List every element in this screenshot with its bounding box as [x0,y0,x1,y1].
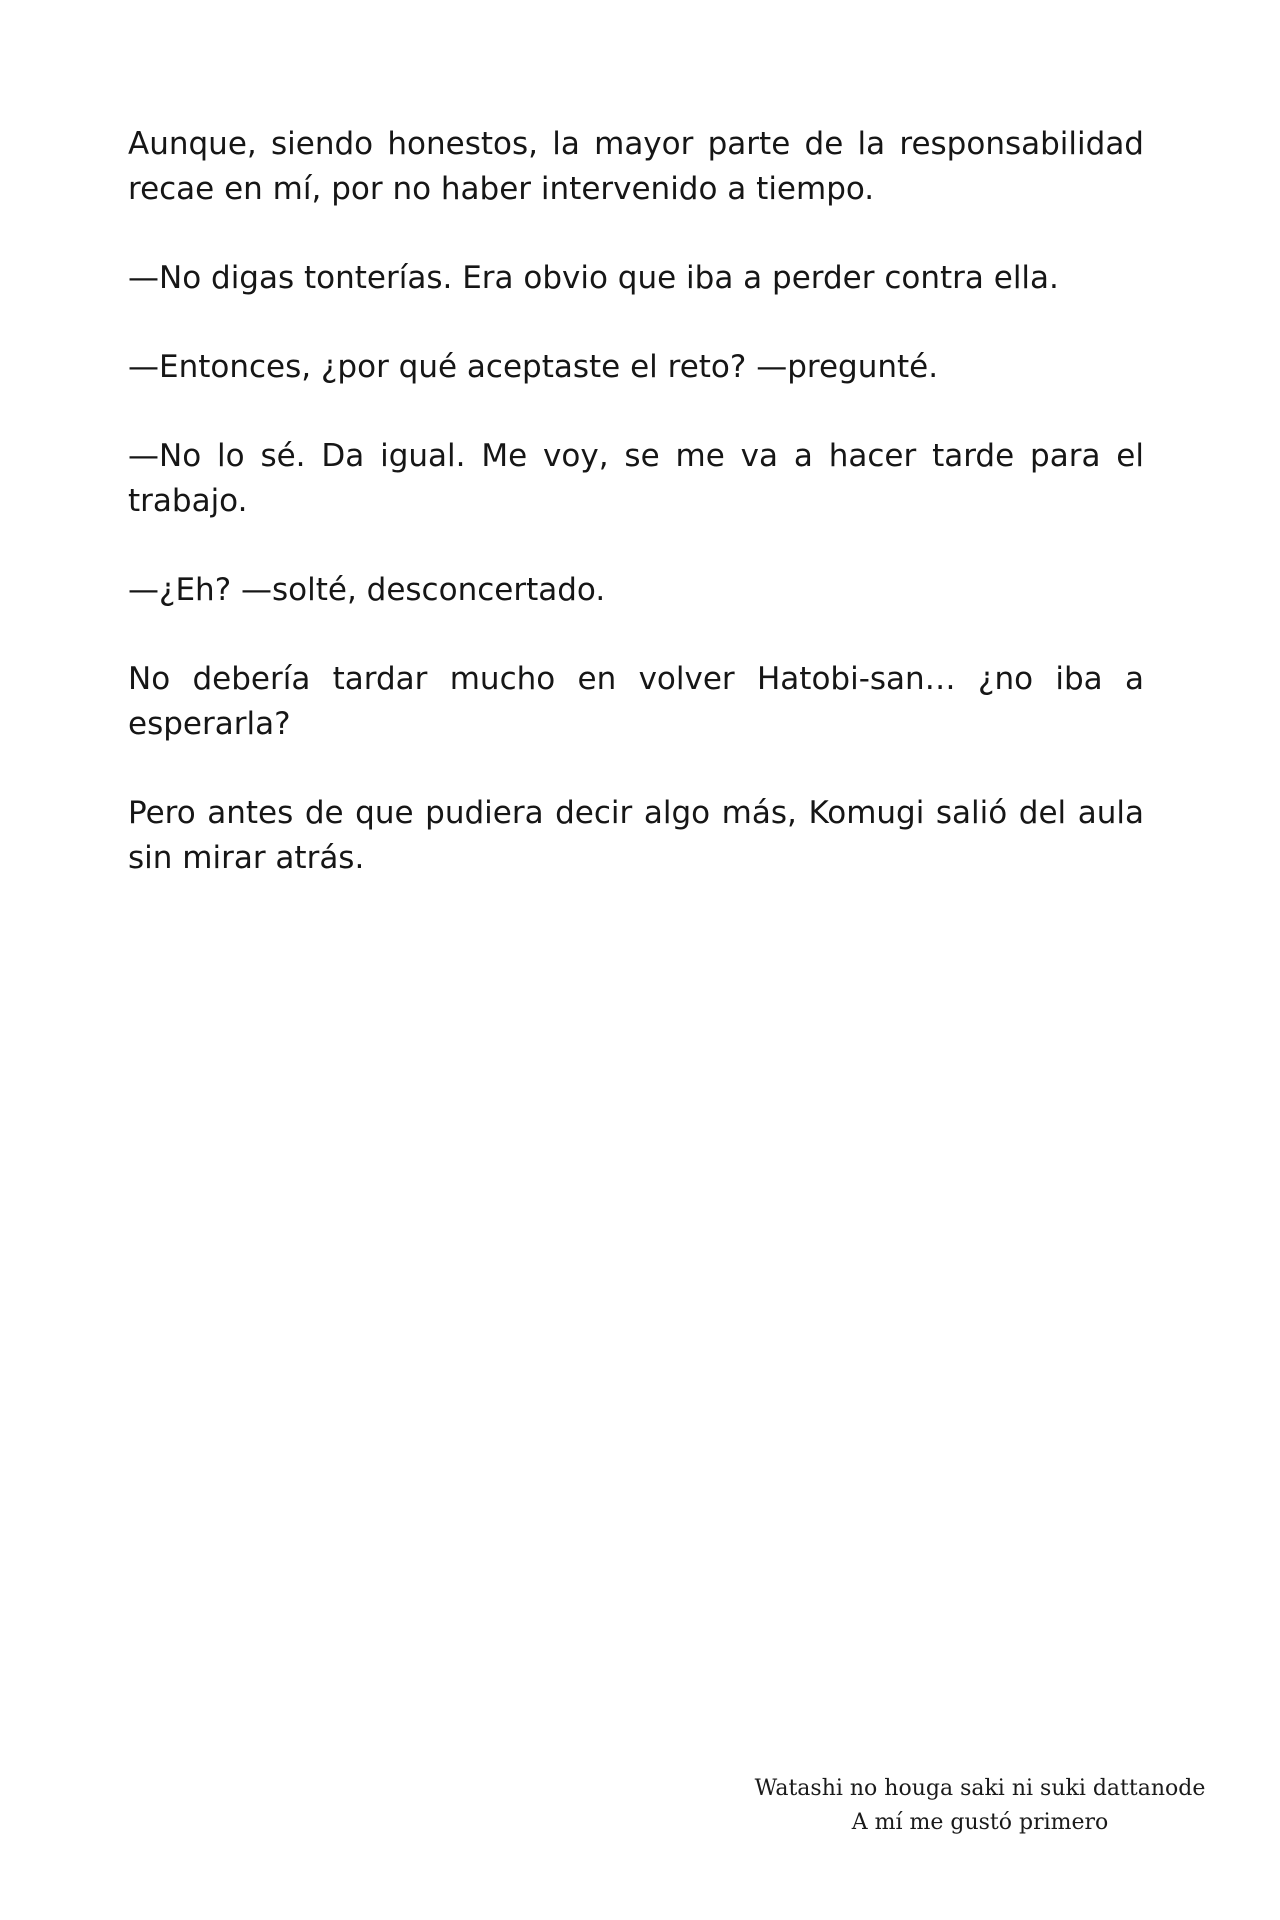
footer-title-spanish: A mí me gustó primero [851,1810,1109,1835]
paragraph: Aunque, siendo honestos, la mayor parte de la responsabilidad recae en mí, por no haber intervenido a tiempo. [128,126,1144,207]
page-footer [740,1772,1220,1840]
paragraph: —¿Eh? —solté, desconcertado. [128,572,606,608]
paragraph: —No lo sé. Da igual. Me voy, se me va a hacer tarde para el trabajo. [128,438,1144,519]
paragraph: Pero antes de que pudiera decir algo más, Komugi salió del aula sin mirar atrás. [128,795,1144,876]
paragraph: —No digas tonterías. Era obvio que iba a perder contra ella. [128,260,1059,296]
paragraph: —Entonces, ¿por qué aceptaste el reto? —pregunté. [128,349,939,385]
paragraph: No debería tardar mucho en volver Hatobi-san… ¿no iba a esperarla? [128,661,1144,742]
chapter-body [128,122,1144,925]
footer-title-romaji: Watashi no houga saki ni suki dattanode [754,1776,1206,1801]
